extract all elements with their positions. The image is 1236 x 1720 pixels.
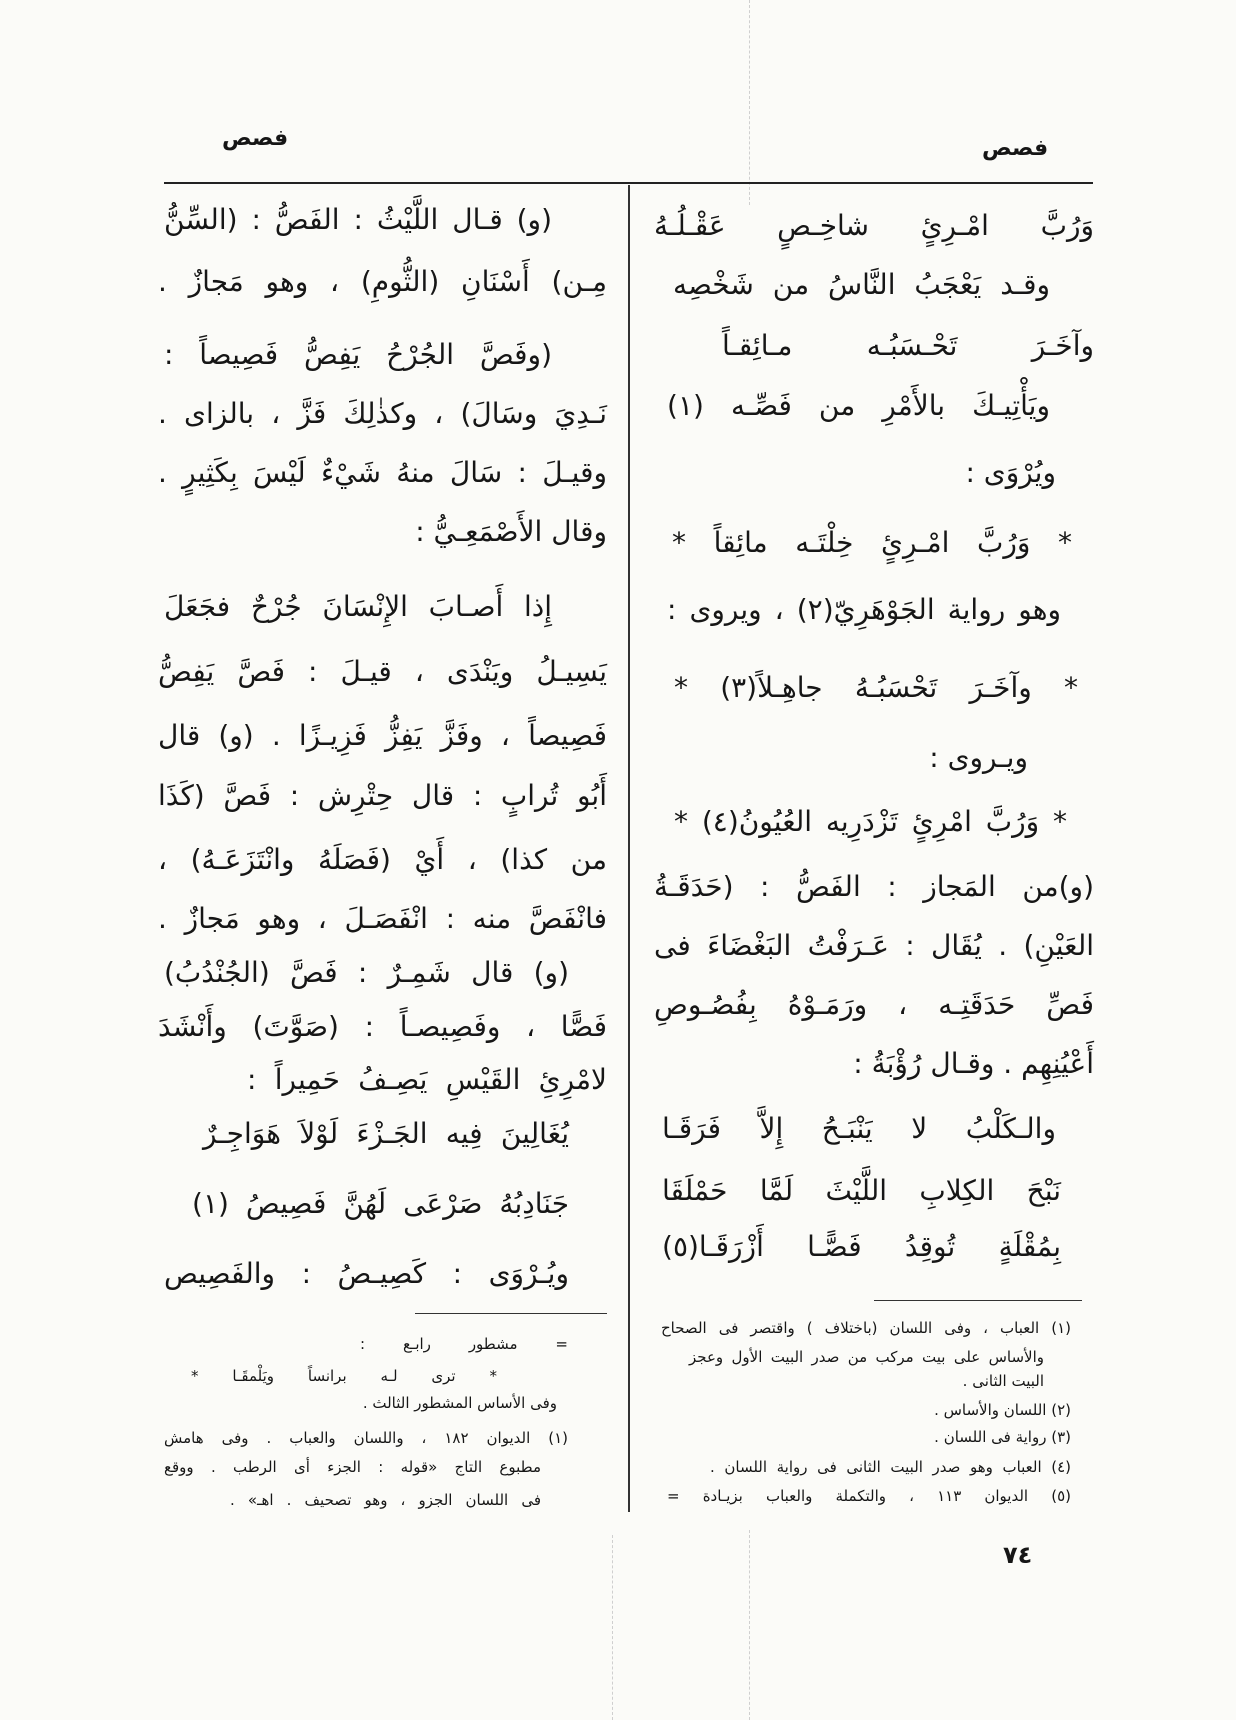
text-line: ويـروى : [929, 741, 1028, 774]
verse-line: يُغَالِينَ فِيه الجَـزْءَ لَوْلاَ هَوَاجِـرٌ [203, 1117, 569, 1150]
footnote-line: البيت الثانى . [962, 1372, 1044, 1390]
footnote-line: وفى الأساس المشطور الثالث . [362, 1394, 557, 1412]
page-number: ٧٤ [1003, 1541, 1033, 1569]
text-line: فَصًّا ، وفَصِيصـاً : (صَوَّتَ) وأَنْشَدَ [158, 1010, 607, 1043]
text-line: (وفَصَّ الجُرْحُ يَفِصُّ فَصِيصاً : [164, 338, 552, 371]
column-divider [628, 185, 630, 1512]
verse-line: وَرُبَّ امْـرِئٍ شاخِـصٍ عَقْـلُـهُ [654, 209, 1094, 242]
text-line: وقيـلَ : سَالَ منهُ شَيْءٌ لَيْسَ بِكَثِيرٍ . [158, 456, 607, 489]
verse-line: وقـد يَعْجَبُ النَّاسُ من شَخْصِه [673, 268, 1050, 301]
footnote-line: (٥) الديوان ١١٣ ، والتكملة والعباب بزيـادة = [667, 1487, 1071, 1505]
text-line: يَسِيـلُ ويَنْدَى ، قيـلَ : فَصَّ يَفِصُّ [158, 655, 607, 688]
footnote-line: فى اللسان الجزو ، وهو تصحيف . اهـ» . [230, 1491, 541, 1509]
text-line: أَبُو تُرابٍ : قال حِتْرِش : فَصَّ (كَذَا [158, 779, 607, 812]
text-line: ويُرْوَى : [965, 456, 1056, 489]
text-line: وقال الأَصْمَعِـيُّ : [415, 515, 607, 548]
verse-line: * وَرُبَّ امْرِئٍ تَزْدَرِيه العُيُونُ(٤) * [673, 805, 1067, 838]
verse-line: ويَأْتِيـكَ بالأَمْرِ من فَصِّـه (١) [667, 389, 1050, 422]
text-line: لامْرِئِ القَيْسِ يَصِـفُ حَمِيراً : [247, 1063, 607, 1096]
verse-line: * وآخَـرَ تَحْسَبُـهُ جاهِـلاً(٣) * [674, 671, 1078, 704]
text-line: مِـن) أَسْنَانِ (الثُّومِ) ، وهو مَجازٌ . [158, 265, 607, 298]
running-head-right: فصص [982, 136, 1049, 161]
verse-line: نَبْحَ الكِلابِ اللَّيْثَ لَمَّا حَمْلَقَا [662, 1174, 1061, 1207]
footnote-line: (١) العباب ، وفى اللسان (باختلاف ) واقتصر فى الصحاح [661, 1319, 1071, 1337]
text-line: فَصِيصاً ، وفَزَّ يَفِزُّ فَزِيـزًا . (و) قال [158, 719, 607, 752]
verse-line: والـكَلْبُ لا يَنْبَـحُ إِلاَّ فَرَقَـا [662, 1112, 1056, 1145]
footnote-line: (٤) العباب وهو صدر البيت الثانى فى رواية اللسان . [710, 1458, 1071, 1476]
running-head-left: فصص [222, 126, 289, 151]
right-footnotes [661, 0, 1071, 1720]
footnote-line: (١) الديوان ١٨٢ ، واللسان والعباب . وفى هامش [163, 1429, 568, 1447]
scan-crease-line [612, 1535, 613, 1720]
text-line: فانْفَصَّ منه : انْفَصَـلَ ، وهو مَجازٌ . [158, 902, 607, 935]
text-line: وهو رواية الجَوْهَرِيّ(٢) ، ويروى : [667, 593, 1061, 626]
footnote-line: مطبوع التاج «قوله : الجزء أى الرطب . ووقع [164, 1458, 541, 1476]
footnote-line: (٢) اللسان والأساس . [934, 1401, 1071, 1419]
footnote-line: * ترى لـه برانساً ويَلْمقَـا * [191, 1367, 497, 1385]
text-line: (و) قـال اللَّيْثُ : الفَصُّ : (السِّنُّ [164, 203, 552, 236]
text-line: فَصِّ حَدَقَتِـه ، ورَمَـوْهُ بِفُصُـوصِ [654, 988, 1094, 1021]
text-line: نَـدِيَ وسَالَ) ، وكذٰلِكَ فَزَّ ، بالزاى . [158, 397, 607, 430]
text-line: من كذا) ، أَيْ (فَصَلَهُ وانْتَزَعَـهُ) ، [158, 843, 607, 876]
text-line: أَعْيُنِهِم . وقـال رُؤْبَةُ : [853, 1047, 1094, 1080]
text-line: ويُـرْوَى : كَصِيـصُ : والفَصِيص [164, 1257, 569, 1290]
footnote-line: (٣) رواية فى اللسان . [934, 1428, 1071, 1446]
text-line: (و)من المَجاز : الفَصُّ : (حَدَقَـةُ [654, 870, 1094, 903]
text-line: العَيْنِ) . يُقَال : عَـرَفْتُ البَغْضَاءَ فى [654, 929, 1094, 962]
verse-line: جَنَادِبُهُ صَرْعَى لَهُنَّ فَصِيصُ (١) [192, 1187, 569, 1220]
text-line: إِذا أَصـابَ الإِنْسَانَ جُرْحٌ فجَعَلَ [164, 590, 552, 623]
text-line: (و) قال شَمِـرٌ : فَصَّ (الجُنْدُبُ) [164, 956, 569, 989]
left-footnotes [158, 0, 568, 1720]
verse-line: * وَرُبَّ امْـرِئٍ خِلْتَـه مائِقاً * [672, 526, 1072, 559]
footnote-line: والأساس على بيت مركب من صدر البيت الأول وعجز [689, 1348, 1044, 1366]
verse-line: بِمُقْلَةٍ تُوقِدُ فَصًّـا أَزْرَقَـا(٥) [662, 1230, 1061, 1263]
footnote-line: = مشطور رابـع : [360, 1335, 568, 1353]
verse-line: وآخَـرَ تَحْـسَبُـه مـائِقـاً [722, 329, 1094, 362]
